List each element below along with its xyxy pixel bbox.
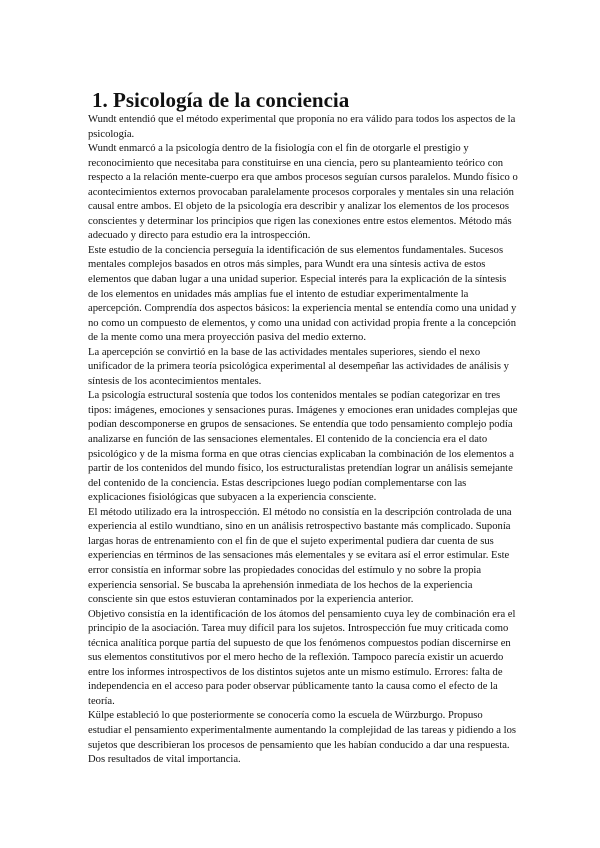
paragraph: El método utilizado era la introspección. El método no consistía en la descripción controlada de una experiencia al estilo wundtiano, sino en un análisis retrospectivo bastante más complicado. Suponía largas horas de entrenamiento con el fin de que el sujeto experimental pudiera dar cuenta de sus experiencias en términos de las sensaciones más elementales y se evitara así el error estimular. Este error consistía en informar sobre las propiedades conocidas del estímulo y no sobre la propia experiencia sensorial. Se buscaba la aprehensión inmediata de los hechos de la experiencia consciente sin que estos estuvieran contaminados por la experiencia anterior. bbox=[88, 506, 512, 606]
paragraph: Objetivo consistía en la identificación de los átomos del pensamiento cuya ley de combinación era el principio de la asociación. Tarea muy difícil para los sujetos. Introspección fue muy criticada como técnica analítica porque partía del supuesto de que los fenómenos compuestos podían discernirse en sus elementos constitutivos por el mero hecho de la reflexión. Tampoco parecía existir un acuerdo entre los informes introspectivos de los distintos sujetos ante un mismo estímulo. Errores: falta de independencia en el acceso para poder observar públicamente tanto la causa como el efecto de la teoría. bbox=[88, 608, 516, 707]
paragraph: Wundt entendió que el método experimental que proponía no era válido para todos los aspectos de la psicología. bbox=[88, 114, 516, 140]
paragraph: Külpe estableció lo que posteriormente se conocería como la escuela de Würzburgo. Propuso estudiar el pensamiento experimentalmente aumentando la complejidad de las tareas y pidiendo a los sujetos que describieran los procesos de pensamiento que les habían conducido a dar una respuesta. Dos resultados de vital importancia. bbox=[88, 710, 517, 766]
paragraph: Wundt enmarcó a la psicología dentro de la fisiología con el fin de otorgarle el prestigio y reconocimiento que necesitaba para constituirse en una ciencia, pero su planteamiento teórico con respecto a la relación mente-cuerpo era que ambos procesos seguían cursos paralelos. Mundo físico o acontecimientos externos provocaban paralelamente procesos corporales y mentales sin una relación causal entre ambos. El objeto de la psicología era describir y analizar los elementos de los procesos conscientes y determinar los principios que rigen las conexiones entre estos elementos. Método más adecuado y directo para estudio era la introspección. bbox=[88, 143, 518, 242]
section-title: 1. Psicología de la conciencia bbox=[92, 88, 350, 113]
paragraph: La apercepción se convirtió en la base de las actividades mentales superiores, siendo el nexo unificador de la primera teoría psicológica experimental al desempeñar las actividades de análisis y síntesis de los acontecimientos mentales. bbox=[88, 346, 509, 387]
paragraph: Este estudio de la conciencia perseguía la identificación de sus elementos fundamentales. Sucesos mentales complejos basados en otros más simples, para Wundt era una síntesis activa de estos elementos que daban lugar a una unidad superior. Especial interés para la explicación de la síntesis de los elementos en unidades más amplias fue el intento de estudiar experimentalmente la apercepción. Comprendía dos aspectos básicos: la experiencia mental se entendía como una unidad y no como un compuesto de elementos, y como una unidad con actividad propia frente a la concepción de la mente como una mera proyección pasiva del medio externo. bbox=[88, 244, 517, 344]
document-body bbox=[88, 113, 518, 768]
paragraph: La psicología estructural sostenía que todos los contenidos mentales se podían categorizar en tres tipos: imágenes, emociones y sensaciones puras. Imágenes y emociones eran unidades complejas que podían descomponerse en grupos de sensaciones. Se entendía que todo pensamiento complejo podía analizarse en función de las sensaciones elementales. El contenido de la conciencia era el dato psicológico y de la misma forma en que otras ciencias explicaban la combinación de los elementos a partir de los contenidos del mundo físico, los estructuralistas pretendían lograr un análisis semejante del contenido de la conciencia. Estas descripciones luego podían complementarse con las explicaciones fisiológicas que subyacen a la experiencia consciente. bbox=[88, 390, 518, 504]
